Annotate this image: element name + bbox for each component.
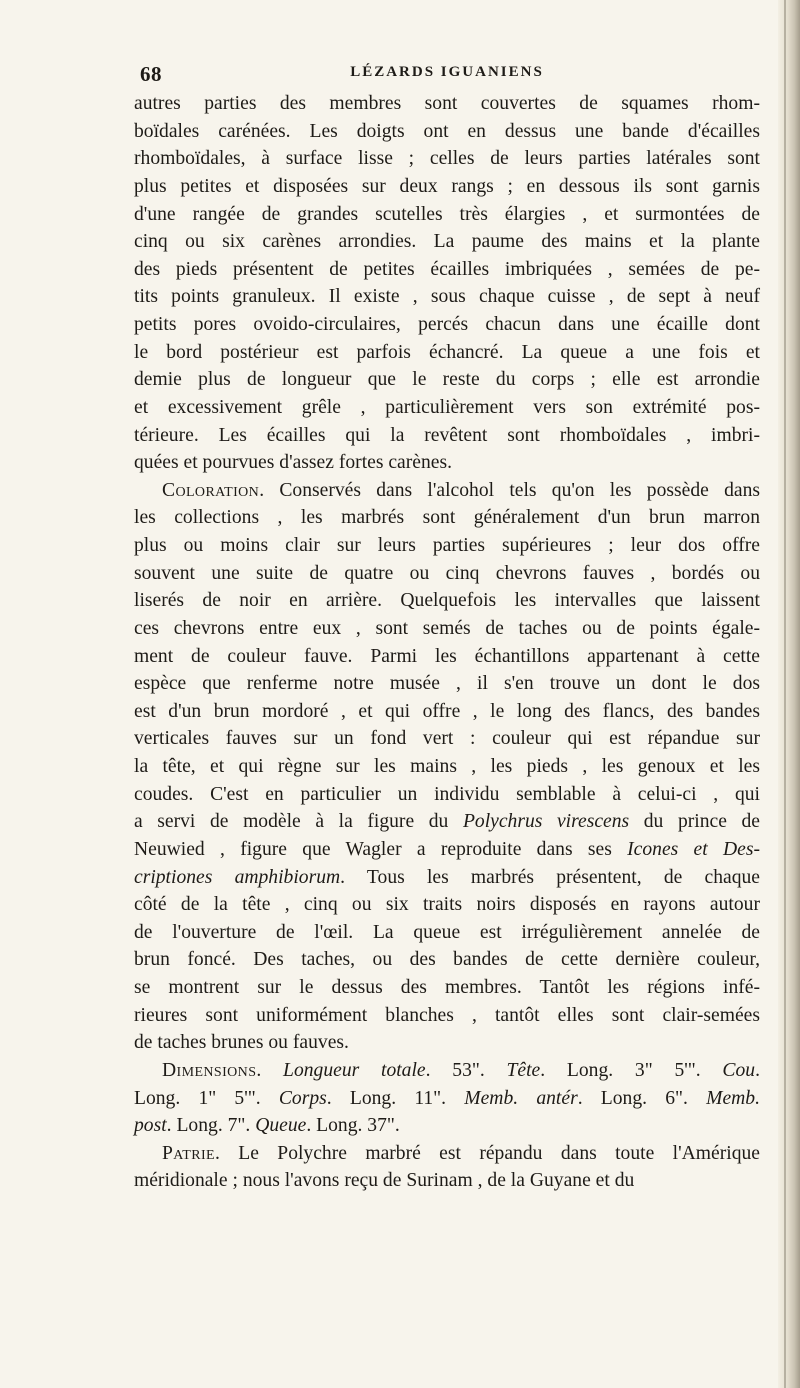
text-line bbox=[134, 946, 760, 974]
text-segment: côté de la tête , cinq ou six traits noirs disposés en rayons autour bbox=[134, 894, 760, 916]
text-line bbox=[134, 422, 760, 450]
text-line bbox=[134, 974, 760, 1002]
text-line bbox=[134, 394, 760, 422]
italic-text: post bbox=[134, 1115, 167, 1137]
italic-text: Memb. bbox=[706, 1087, 760, 1109]
text-segment: quées et pourvues d'assez fortes carènes. bbox=[134, 452, 452, 474]
text-segment: . 53". bbox=[425, 1059, 507, 1081]
text-line bbox=[134, 311, 760, 339]
text-line bbox=[134, 90, 760, 118]
text-segment: brun foncé. Des taches, ou des bandes de cette dernière couleur, bbox=[134, 949, 760, 971]
text-line bbox=[134, 891, 760, 919]
text-segment: . Long. 37". bbox=[306, 1115, 400, 1137]
text-segment: de l'ouverture de l'œil. La queue est irrégulièrement annelée de bbox=[134, 921, 760, 943]
text-segment: et excessivement grêle , particulièrement vers son extrémité pos- bbox=[134, 396, 760, 418]
text-line bbox=[134, 1112, 760, 1140]
italic-text: Memb. antér bbox=[464, 1087, 578, 1109]
text-line bbox=[134, 145, 760, 173]
italic-text: Polychrus virescens bbox=[462, 811, 630, 833]
text-line bbox=[134, 1002, 760, 1030]
text-line bbox=[134, 449, 760, 477]
text-line bbox=[134, 808, 760, 836]
text-line bbox=[134, 864, 760, 892]
italic-text: Tête bbox=[506, 1059, 541, 1081]
text-segment: cinq ou six carènes arrondies. La paume des mains et la plante bbox=[134, 231, 760, 253]
text-line bbox=[134, 1167, 760, 1195]
text-line bbox=[134, 753, 760, 781]
text-segment: rhomboïdales, à surface lisse ; celles de leurs parties latérales sont bbox=[134, 148, 760, 170]
italic-text: Corps bbox=[278, 1087, 327, 1109]
text-line bbox=[134, 504, 760, 532]
body-text bbox=[134, 90, 760, 1195]
text-segment: petits pores ovoido-circulaires, percés chacun dans une écaille dont bbox=[134, 314, 760, 335]
text-line bbox=[134, 173, 760, 201]
text-segment: verticales fauves sur un fond vert : couleur qui est répandue sur bbox=[134, 728, 760, 750]
text-line bbox=[134, 919, 760, 947]
text-line bbox=[134, 698, 760, 726]
text-segment: térieure. Les écailles qui la revêtent sont rhomboïdales , imbri- bbox=[134, 424, 760, 446]
text-line bbox=[134, 477, 760, 505]
text-segment: Long. 1" 5'". bbox=[134, 1087, 279, 1109]
italic-text: Longueur totale bbox=[283, 1059, 426, 1081]
text-segment: d'une rangée de grandes scutelles très élargies , et surmontées de bbox=[134, 203, 760, 225]
italic-text: criptiones amphibiorum bbox=[134, 866, 341, 888]
text-line bbox=[134, 560, 760, 588]
text-segment: . Conservés dans l'alcohol tels qu'on les possède dans bbox=[259, 479, 760, 501]
text-segment: . Long. 11". bbox=[326, 1087, 465, 1109]
text-segment: . Tous les marbrés présentent, de chaque bbox=[340, 866, 761, 888]
text-line bbox=[134, 532, 760, 560]
text-line bbox=[134, 339, 760, 367]
text-line bbox=[134, 836, 760, 864]
text-segment: ment de couleur fauve. Parmi les échantillons appartenant à cette bbox=[134, 645, 760, 667]
italic-text: Cou bbox=[722, 1059, 756, 1081]
text-segment: de taches brunes ou fauves. bbox=[134, 1032, 349, 1054]
running-head: LÉZARDS IGUANIENS bbox=[350, 64, 544, 80]
page-header bbox=[134, 62, 760, 92]
text-segment: des pieds présentent de petites écailles imbriquées , semées de pe- bbox=[134, 258, 760, 280]
text-line bbox=[134, 1029, 760, 1057]
text-segment: est d'un brun mordoré , et qui offre , le long des flancs, des bandes bbox=[134, 700, 760, 722]
text-segment: la tête, et qui règne sur les mains , les pieds , les genoux et les bbox=[134, 756, 760, 777]
text-line bbox=[134, 615, 760, 643]
text-segment: ces chevrons entre eux , sont semés de taches ou de points égale- bbox=[134, 617, 760, 639]
text-line bbox=[134, 1057, 760, 1085]
text-segment: le bord postérieur est parfois échancré. La queue a une fois et bbox=[134, 341, 760, 363]
text-segment: rieures sont uniformément blanches , tantôt elles sont clair-semées bbox=[134, 1004, 760, 1026]
page-number: 68 bbox=[140, 62, 162, 86]
text-segment: . Le Polychre marbré est répandu dans toute l'Amérique bbox=[214, 1142, 760, 1164]
text-segment: . Long. 7". bbox=[166, 1115, 256, 1137]
text-line bbox=[134, 781, 760, 809]
text-segment: les collections , les marbrés sont généralement d'un brun marron bbox=[134, 507, 760, 529]
text-line bbox=[134, 1140, 760, 1168]
text-line bbox=[134, 283, 760, 311]
text-segment: . Long. 6". bbox=[577, 1087, 707, 1109]
text-line bbox=[134, 670, 760, 698]
italic-text: Icones et Des- bbox=[627, 838, 760, 860]
text-segment: Neuwied , figure que Wagler a reproduite dans ses bbox=[134, 838, 628, 860]
text-segment: du prince de bbox=[629, 811, 760, 833]
text-line bbox=[134, 118, 760, 146]
italic-text: Queue bbox=[255, 1115, 307, 1137]
section-heading: Patrie bbox=[162, 1142, 215, 1164]
text-segment: souvent une suite de quatre ou cinq chevrons fauves , bordés ou bbox=[134, 562, 760, 584]
text-segment: boïdales carénées. Les doigts ont en dessus une bande d'écailles bbox=[134, 120, 760, 142]
text-line bbox=[134, 587, 760, 615]
text-line bbox=[134, 256, 760, 284]
text-segment: plus ou moins clair sur leurs parties supérieures ; leur dos offre bbox=[134, 535, 760, 556]
text-segment: a servi de modèle à la figure du bbox=[134, 811, 463, 833]
section-heading: Dimensions bbox=[162, 1059, 257, 1081]
text-segment: demie plus de longueur que le reste du corps ; elle est arrondie bbox=[134, 369, 760, 391]
text-segment: . bbox=[755, 1059, 760, 1081]
page-edge-shadow bbox=[778, 0, 800, 1388]
text-segment: coudes. C'est en particulier un individu semblable à celui-ci , qui bbox=[134, 783, 760, 805]
text-segment: plus petites et disposées sur deux rangs ; en dessous ils sont garnis bbox=[134, 175, 760, 197]
section-heading: Coloration bbox=[162, 479, 260, 501]
text-line bbox=[134, 725, 760, 753]
text-line bbox=[134, 1085, 760, 1113]
text-segment: espèce que renferme notre musée , il s'en trouve un dont le dos bbox=[134, 673, 760, 695]
text-segment: se montrent sur le dessus des membres. Tantôt les régions infé- bbox=[134, 977, 760, 998]
text-line bbox=[134, 228, 760, 256]
text-line bbox=[134, 201, 760, 229]
text-line bbox=[134, 366, 760, 394]
page-edge-line bbox=[784, 0, 786, 1388]
text-segment: autres parties des membres sont couvertes de squames rhom- bbox=[134, 93, 760, 114]
text-segment: liserés de noir en arrière. Quelquefois les intervalles que laissent bbox=[134, 590, 760, 612]
text-segment: . Long. 3" 5'". bbox=[540, 1059, 723, 1081]
text-segment: . bbox=[256, 1059, 284, 1081]
text-segment: tits points granuleux. Il existe , sous chaque cuisse , de sept à neuf bbox=[134, 286, 760, 308]
text-line bbox=[134, 643, 760, 671]
text-segment: méridionale ; nous l'avons reçu de Surinam , de la Guyane et du bbox=[134, 1170, 635, 1192]
